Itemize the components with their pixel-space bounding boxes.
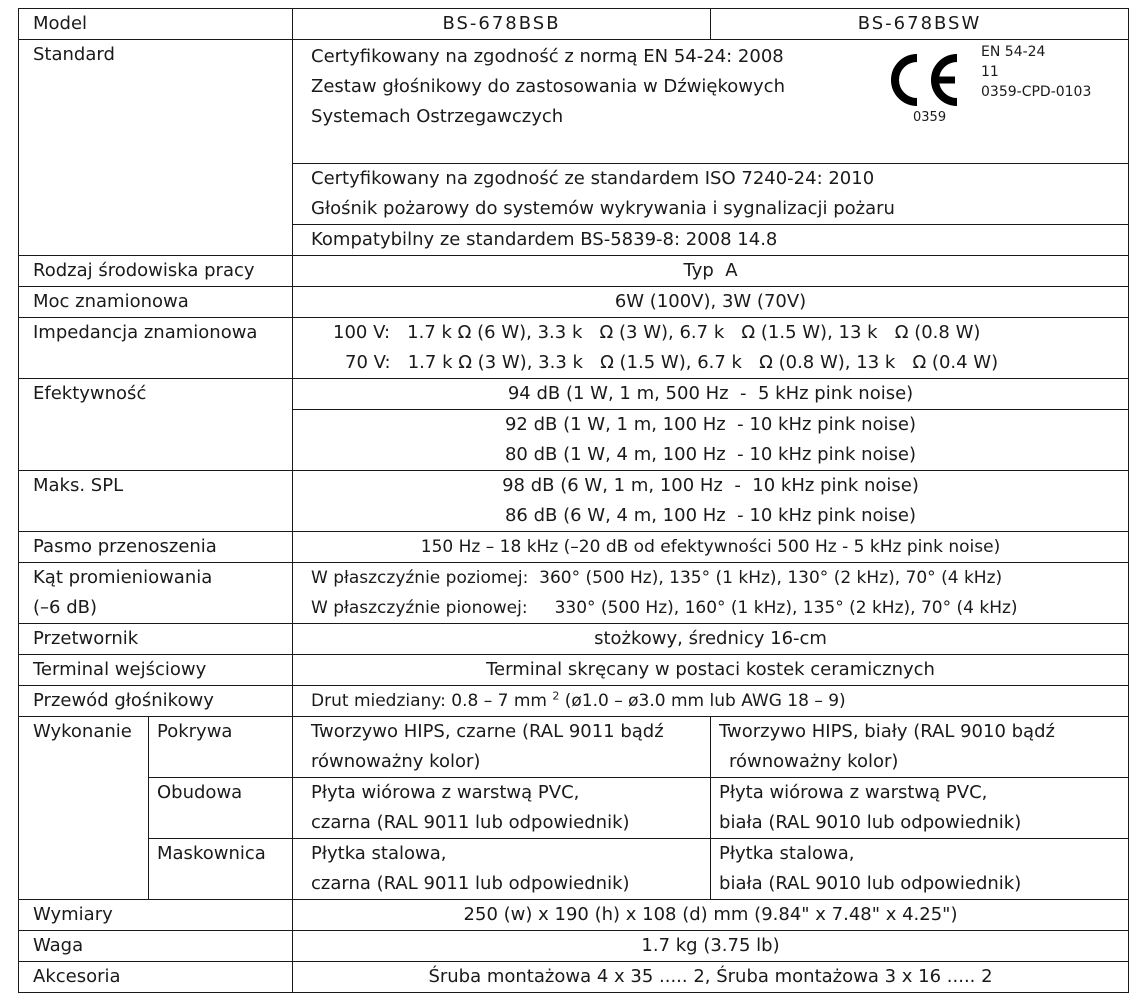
- finish-housing-col1-line-2: czarna (RAL 9011 lub odpowiednik): [311, 812, 630, 833]
- finish-cover-col2-line-2: równoważny kolor): [729, 751, 899, 772]
- cable-label: Przewód głośnikowy: [19, 686, 293, 717]
- terminal-label: Terminal wejściowy: [19, 655, 293, 686]
- finish-grille-col1: [293, 839, 711, 900]
- ce-info-line-3: 0359-CPD-0103: [981, 84, 1092, 100]
- finish-housing-label: Obudowa: [149, 778, 293, 839]
- efficiency-line-2: 92 dB (1 W, 1 m, 100 Hz - 10 kHz pink noise): [504, 414, 917, 435]
- dimensions-label: Wymiary: [19, 900, 293, 931]
- cable-value-post: (ø1.0 – ø3.0 mm lub AWG 18 – 9): [559, 691, 846, 711]
- terminal-value: Terminal skręcany w postaci kostek ceramicznych: [293, 655, 1129, 686]
- angle-value: [293, 563, 1129, 624]
- finish-grille-col2-line-2: biała (RAL 9010 lub odpowiednik): [719, 873, 1022, 894]
- row-finish-cover: [19, 717, 1129, 778]
- finish-grille-col1-line-2: czarna (RAL 9011 lub odpowiednik): [311, 873, 630, 894]
- finish-cover-col1: [293, 717, 711, 778]
- angle-label-line-1: Kąt promieniowania: [33, 567, 213, 588]
- finish-housing-col2-line-1: Płyta wiórowa z warstwą PVC,: [719, 782, 988, 803]
- impedance-label: Impedancja znamionowa: [19, 318, 293, 379]
- row-angle: [19, 563, 1129, 624]
- efficiency-value-1: 94 dB (1 W, 1 m, 500 Hz - 5 kHz pink noise): [293, 379, 1129, 410]
- standard-en-line-1: Certyfikowany na zgodność z normą EN 54-24: 2008: [311, 46, 784, 67]
- row-accessories: [19, 962, 1129, 993]
- row-finish-housing: [19, 778, 1129, 839]
- accessories-label: Akcesoria: [19, 962, 293, 993]
- impedance-value: [293, 318, 1129, 379]
- finish-cover-col1-line-1: Tworzywo HIPS, czarne (RAL 9011 bądź: [311, 721, 664, 742]
- weight-value: 1.7 kg (3.75 lb): [293, 931, 1129, 962]
- transducer-label: Przetwornik: [19, 624, 293, 655]
- row-impedance: [19, 318, 1129, 379]
- environment-label: Rodzaj środowiska pracy: [19, 256, 293, 287]
- impedance-line-100v: 100 V: 1.7 k Ω (6 W), 3.3 k Ω (3 W), 6.7 k Ω (1.5 W), 13 k Ω (0.8 W): [333, 322, 981, 343]
- finish-cover-col1-line-2: równoważny kolor): [311, 751, 481, 772]
- angle-label: [19, 563, 293, 624]
- max-spl-value: [293, 471, 1129, 532]
- row-standard-en: [19, 40, 1129, 164]
- efficiency-line-3: 80 dB (1 W, 4 m, 100 Hz - 10 kHz pink noise): [504, 444, 917, 465]
- finish-cover-col2: [711, 717, 1129, 778]
- row-frequency: [19, 532, 1129, 563]
- finish-cover-col2-line-1: Tworzywo HIPS, biały (RAL 9010 bądź: [719, 721, 1055, 742]
- ce-info-line-1: EN 54-24: [981, 44, 1046, 60]
- row-transducer: [19, 624, 1129, 655]
- angle-line-vertical: W płaszczyźnie pionowej: 330° (500 Hz), 160° (1 kHz), 135° (2 kHz), 70° (4 kHz): [311, 598, 1018, 618]
- max-spl-line-2: 86 dB (6 W, 4 m, 100 Hz - 10 kHz pink noise): [504, 505, 917, 526]
- standard-en-line-3: Systemach Ostrzegawczych: [311, 106, 564, 127]
- ce-info-line-2: 11: [981, 64, 999, 80]
- finish-grille-col2: [711, 839, 1129, 900]
- dimensions-value: 250 (w) x 190 (h) x 108 (d) mm (9.84" x 7.48" x 4.25"): [293, 900, 1129, 931]
- ce-mark-icon: [883, 52, 963, 108]
- efficiency-label: Efektywność: [19, 379, 293, 471]
- angle-line-horizontal: W płaszczyźnie poziomej: 360° (500 Hz), 135° (1 kHz), 130° (2 kHz), 70° (4 kHz): [311, 568, 1003, 588]
- finish-housing-col1-line-1: Płyta wiórowa z warstwą PVC,: [311, 782, 580, 803]
- frequency-label: Pasmo przenoszenia: [19, 532, 293, 563]
- frequency-value: 150 Hz – 18 kHz (–20 dB od efektywności 500 Hz - 5 kHz pink noise): [293, 532, 1129, 563]
- impedance-line-70v: 70 V: 1.7 k Ω (3 W), 3.3 k Ω (1.5 W), 6.7 k Ω (0.8 W), 13 k Ω (0.4 W): [345, 352, 999, 373]
- row-model: [19, 9, 1129, 40]
- finish-grille-label: Maskownica: [149, 839, 293, 900]
- row-max-spl: [19, 471, 1129, 532]
- accessories-value: Śruba montażowa 4 x 35 ..... 2, Śruba montażowa 3 x 16 ..... 2: [293, 962, 1129, 993]
- max-spl-label: Maks. SPL: [19, 471, 293, 532]
- row-power: [19, 287, 1129, 318]
- finish-grille-col1-line-1: Płytka stalowa,: [311, 843, 447, 864]
- max-spl-line-1: 98 dB (6 W, 1 m, 100 Hz - 10 kHz pink noise): [502, 475, 919, 496]
- standard-en-line-2: Zestaw głośnikowy do zastosowania w Dźwiękowych: [311, 76, 785, 97]
- cable-value-sup: 2: [552, 689, 560, 703]
- standard-bs-cell: Kompatybilny ze standardem BS-5839-8: 2008 14.8: [293, 225, 1129, 256]
- weight-label: Waga: [19, 931, 293, 962]
- model-col2: BS-678BSW: [711, 9, 1129, 40]
- model-col1: BS-678BSB: [293, 9, 711, 40]
- standard-label: Standard: [19, 40, 293, 256]
- finish-grille-col2-line-1: Płytka stalowa,: [719, 843, 855, 864]
- angle-label-line-2: (–6 dB): [33, 597, 97, 618]
- ce-info: [981, 42, 1091, 102]
- finish-housing-col1: [293, 778, 711, 839]
- row-cable: [19, 686, 1129, 717]
- finish-cover-label: Pokrywa: [149, 717, 293, 778]
- environment-value: Typ A: [293, 256, 1129, 287]
- cable-value: [293, 686, 1129, 717]
- finish-housing-col2: [711, 778, 1129, 839]
- standard-iso-cell: [293, 164, 1129, 225]
- transducer-value: stożkowy, średnicy 16-cm: [293, 624, 1129, 655]
- row-dimensions: [19, 900, 1129, 931]
- ce-number: 0359: [913, 110, 947, 125]
- row-efficiency-1: [19, 379, 1129, 410]
- row-environment: [19, 256, 1129, 287]
- row-finish-grille: [19, 839, 1129, 900]
- finish-housing-col2-line-2: biała (RAL 9010 lub odpowiednik): [719, 812, 1022, 833]
- standard-iso-line-1: Certyfikowany na zgodność ze standardem ISO 7240-24: 2010: [311, 168, 875, 189]
- row-terminal: [19, 655, 1129, 686]
- model-label: Model: [19, 9, 293, 40]
- standard-iso-line-2: Głośnik pożarowy do systemów wykrywania i sygnalizacji pożaru: [311, 198, 895, 219]
- cable-value-pre: Drut miedziany: 0.8 – 7 mm: [311, 691, 553, 711]
- finish-label: Wykonanie: [19, 717, 149, 900]
- power-value: 6W (100V), 3W (70V): [293, 287, 1129, 318]
- spec-table: [18, 8, 1129, 993]
- standard-en-cell: [293, 40, 1129, 164]
- row-weight: [19, 931, 1129, 962]
- efficiency-value-2: [293, 410, 1129, 471]
- power-label: Moc znamionowa: [19, 287, 293, 318]
